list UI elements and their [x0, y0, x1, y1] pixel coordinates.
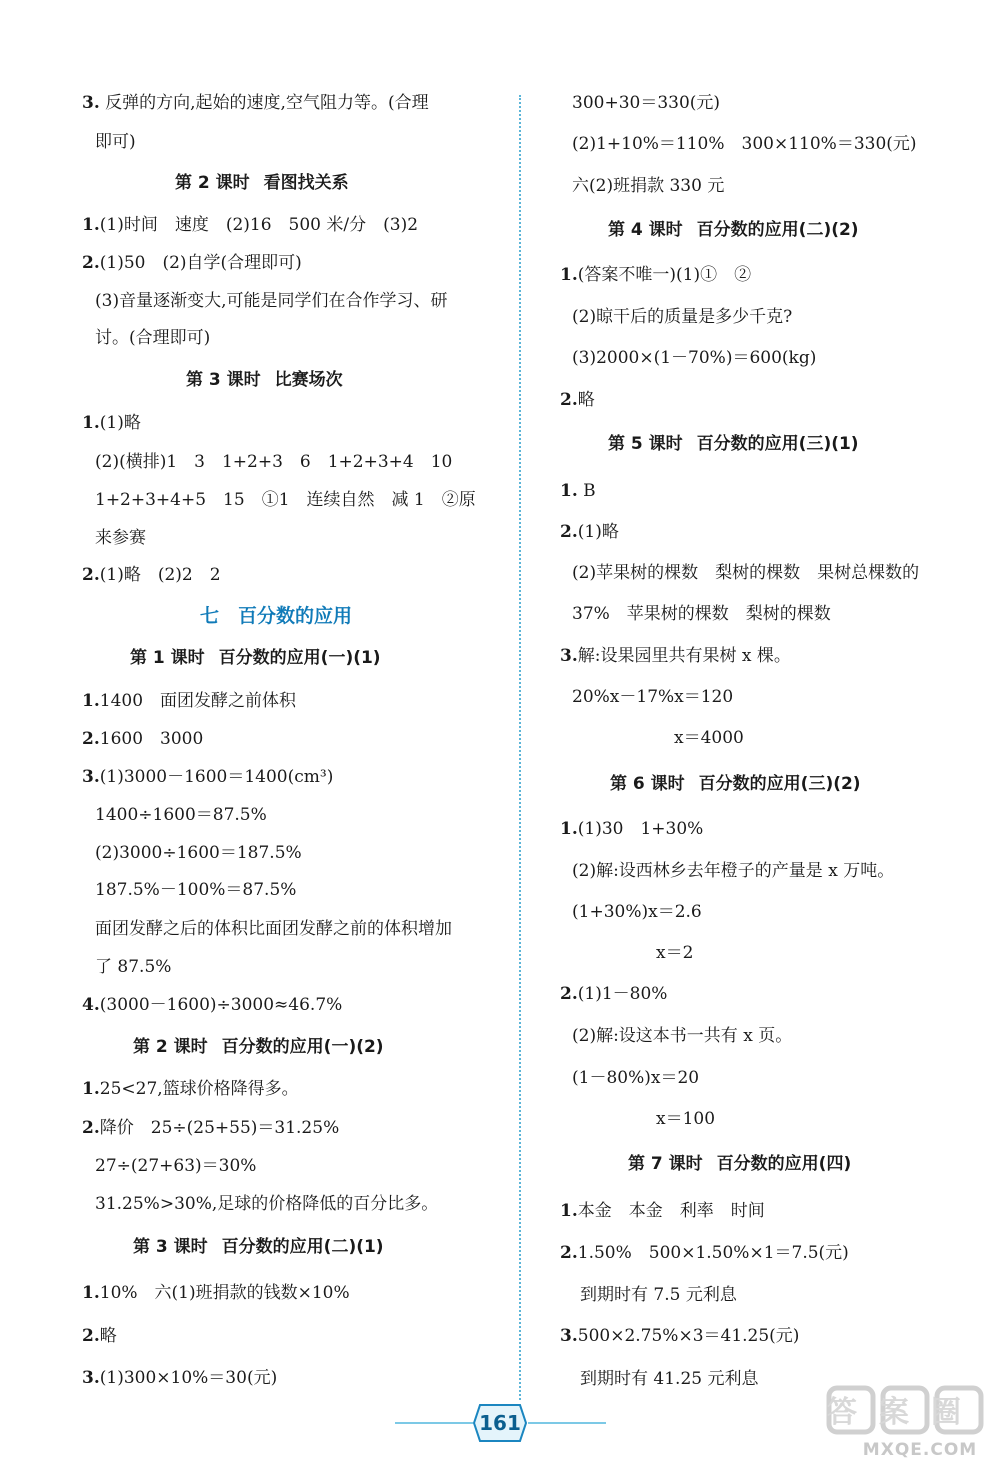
answer-line: 1.(1)30 1+30% — [560, 819, 704, 839]
answer-line: 3. 反弹的方向,起始的速度,空气阻力等。(合理 — [82, 93, 429, 113]
answer-line: 2.(1)略 (2)2 2 — [82, 565, 221, 585]
column-divider — [519, 95, 521, 1400]
answer-line: 2.略 — [560, 390, 595, 410]
lesson-heading: 第 7 课时 百分数的应用(四) — [628, 1154, 852, 1174]
answer-line: 了 87.5% — [95, 957, 172, 977]
answer-line: (2)苹果树的棵数 梨树的棵数 果树总棵数的 — [572, 563, 920, 583]
page-number: 161 — [479, 1411, 521, 1435]
watermark-site: MXQE.COM — [862, 1440, 978, 1460]
answer-line: 3.500×2.75%×3＝41.25(元) — [560, 1326, 800, 1346]
footer-rule-right — [528, 1422, 606, 1424]
answer-line: 1.25<27,篮球价格降得多。 — [82, 1079, 299, 1099]
lesson-heading: 第 2 课时 看图找关系 — [175, 173, 349, 193]
answer-line: 即可) — [95, 132, 136, 152]
answer-line: 2.降价 25÷(25+55)＝31.25% — [82, 1118, 340, 1138]
lesson-heading: 第 2 课时 百分数的应用(一)(2) — [133, 1037, 384, 1057]
answer-line: x＝2 — [656, 943, 694, 963]
answer-line: 37% 苹果树的棵数 梨树的棵数 — [572, 604, 831, 624]
answer-line: 2.(1)略 — [560, 522, 619, 542]
answer-line: x＝4000 — [674, 728, 744, 748]
answer-line: (2)解:设这本书一共有 x 页。 — [572, 1026, 793, 1046]
answer-line: 3.(1)3000－1600＝1400(cm³) — [82, 767, 334, 787]
answer-line: 讨。(合理即可) — [95, 328, 211, 348]
answer-line: (1－80%)x＝20 — [572, 1068, 700, 1088]
answer-line: 3.(1)300×10%＝30(元) — [82, 1368, 278, 1388]
answer-line: (2)(横排)1 3 1+2+3 6 1+2+3+4 10 — [95, 452, 453, 472]
answer-line: 到期时有 41.25 元利息 — [580, 1369, 759, 1389]
answer-line: 3.解:设果园里共有果树 x 棵。 — [560, 646, 791, 666]
answer-line: (1+30%)x＝2.6 — [572, 902, 702, 922]
answer-line: 六(2)班捐款 330 元 — [572, 176, 725, 196]
unit-title: 七 百分数的应用 — [200, 605, 353, 627]
answer-line: 2.(1)50 (2)自学(合理即可) — [82, 253, 302, 273]
lesson-heading: 第 5 课时 百分数的应用(三)(1) — [608, 434, 859, 454]
answer-line: 2.1.50% 500×1.50%×1＝7.5(元) — [560, 1243, 849, 1263]
answer-line: 1400÷1600＝87.5% — [95, 805, 267, 825]
answer-line: 27÷(27+63)＝30% — [95, 1156, 257, 1176]
answer-line: 300+30＝330(元) — [572, 93, 721, 113]
answer-line: (2)解:设西林乡去年橙子的产量是 x 万吨。 — [572, 861, 895, 881]
lesson-heading: 第 1 课时 百分数的应用(一)(1) — [130, 648, 381, 668]
answer-line: 2.(1)1－80% — [560, 984, 668, 1004]
answer-line: 4.(3000－1600)÷3000≈46.7% — [82, 995, 343, 1015]
answer-line: 1.(1)略 — [82, 413, 141, 433]
lesson-heading: 第 6 课时 百分数的应用(三)(2) — [610, 774, 861, 794]
answer-line: (3)音量逐渐变大,可能是同学们在合作学习、研 — [95, 291, 448, 311]
lesson-heading: 第 3 课时 比赛场次 — [186, 370, 343, 390]
answer-line: 1+2+3+4+5 15 ①1 连续自然 减 1 ②原 — [95, 490, 476, 510]
answer-line: 1.1400 面团发酵之前体积 — [82, 691, 297, 711]
answer-line: 来参赛 — [95, 528, 146, 548]
answer-line: 20%x－17%x＝120 — [572, 687, 734, 707]
answer-line: x＝100 — [656, 1109, 716, 1129]
lesson-heading: 第 3 课时 百分数的应用(二)(1) — [133, 1237, 384, 1257]
answer-line: 1.本金 本金 利率 时间 — [560, 1201, 765, 1221]
footer-rule-left — [395, 1422, 473, 1424]
answer-line: 31.25%>30%,足球的价格降低的百分比多。 — [95, 1194, 439, 1214]
answer-line: 2.1600 3000 — [82, 729, 204, 749]
answer-line: 1.10% 六(1)班捐款的钱数×10% — [82, 1283, 350, 1303]
answer-line: 2.略 — [82, 1326, 117, 1346]
answer-line: 187.5%－100%＝87.5% — [95, 880, 297, 900]
answer-line: 1. B — [560, 481, 596, 501]
answer-line: 到期时有 7.5 元利息 — [580, 1285, 737, 1305]
answer-line: (2)1+10%＝110% 300×110%＝330(元) — [572, 134, 917, 154]
answer-line: 面团发酵之后的体积比面团发酵之前的体积增加 — [95, 919, 452, 939]
answer-line: 1.(答案不唯一)(1)① ② — [560, 265, 752, 285]
answer-line: (3)2000×(1－70%)＝600(kg) — [572, 348, 817, 368]
answer-line: (2)晾干后的质量是多少千克? — [572, 307, 793, 327]
lesson-heading: 第 4 课时 百分数的应用(二)(2) — [608, 220, 859, 240]
answer-line: 1.(1)时间 速度 (2)16 500 米/分 (3)2 — [82, 215, 419, 235]
answer-line: (2)3000÷1600＝187.5% — [95, 843, 302, 863]
watermark-logo-text: 答案圈 — [827, 1395, 983, 1430]
